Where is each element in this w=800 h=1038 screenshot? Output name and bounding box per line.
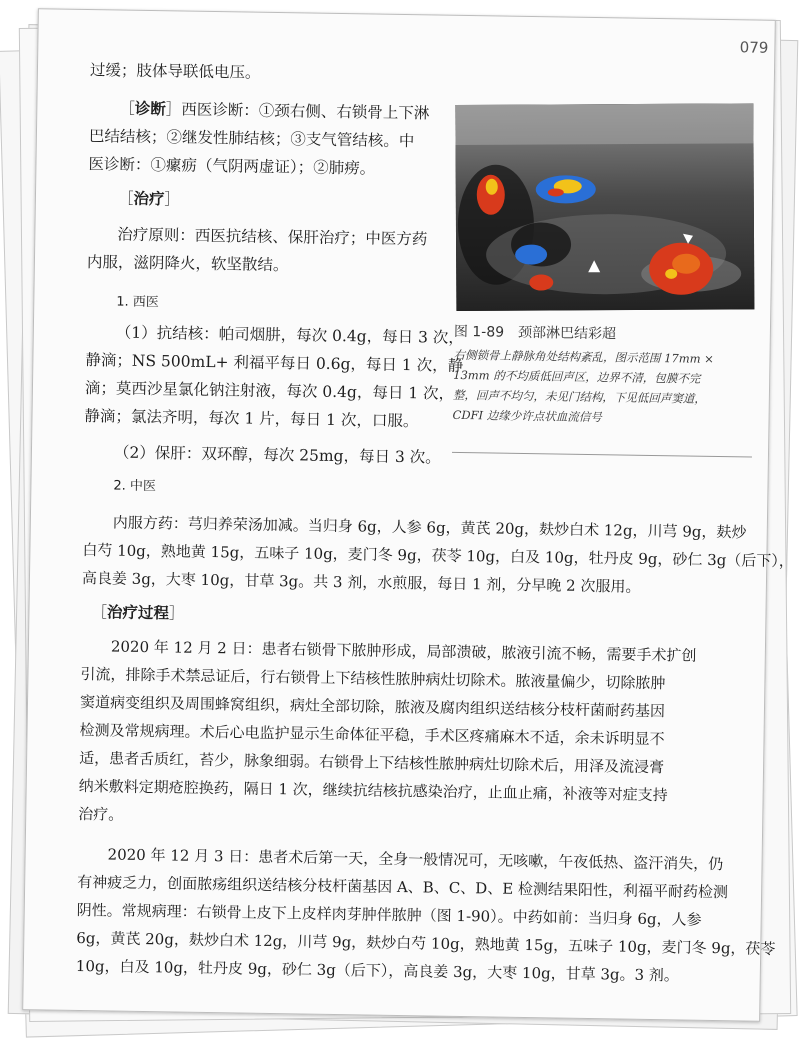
body-line: 白芍 10g，熟地黄 15g，五味子 10g，麦门冬 9g，茯苓 10g，白及 10g，牡丹皮 9g，砂仁 3g（后下）， [82, 541, 794, 571]
subheading-western: 1. 西医 [116, 294, 159, 311]
body-line: 检测及常规病理。术后心电监护显示生命体征平稳，手术区疼痛麻木不适，余未诉明显不 [79, 721, 665, 749]
body-line: 阴性。常规病理：右锁骨上皮下上皮样肉芽肿伴脓肿（图 1-90）。中药如前：当归身 6g，人参 [76, 900, 702, 929]
caption-line: 13mm 的不均质低回声区，边界不清，包膜不完 [453, 367, 701, 386]
subheading-chinese: 2. 中医 [113, 478, 157, 495]
body-line: 医诊断：①瘰疬（气阴两虚证）；②肺痨。 [88, 155, 376, 178]
body-line: 静滴；NS 500mL+ 利福平每日 0.6g，每日 1 次，静 [85, 351, 464, 375]
body-line: 10g，白及 10g，牡丹皮 9g，砂仁 3g（后下），高良姜 3g，大枣 10g，甘草 3g。3 剂。 [75, 956, 680, 985]
body-line: 高良姜 3g，大枣 10g，甘草 3g。共 3 剂，水煎服，每日 1 剂，分早晚 2 次服用。 [81, 569, 641, 596]
section-heading-treatment: ［治疗］ [117, 188, 181, 209]
caption-divider [452, 452, 752, 458]
body-line: 滴；莫西沙星氯化钠注射液，每次 0.4g，每日 1 次， [84, 379, 455, 403]
figure-title: 图 1-89 颈部淋巴结彩超 [453, 323, 617, 343]
caption-line: 整，回声不均匀，未见门结构，下见低回声窦道， [452, 387, 706, 406]
caption-line: CDFI 边缘少许点状血流信号 [452, 407, 602, 425]
body-line: 6g，黄芪 20g，麸炒白术 12g，川芎 9g，麸炒白芍 10g，熟地黄 15g，五味子 10g，麦门冬 9g，茯苓 [76, 928, 776, 958]
figure-caption [452, 321, 754, 425]
body-text: 西医诊断：①颈右侧、右锁骨上下淋 [181, 100, 430, 123]
body-line: 2020 年 12 月 3 日：患者术后第一天，全身一般情况可，无咳嗽，午夜低热、盗汗消失，仍 [107, 845, 724, 874]
page-number: 079 [739, 38, 769, 57]
doppler-ultrasound-graphic [455, 103, 754, 311]
body-line: 有神疲乏力，创面脓疡组织送结核分枝杆菌基因 A、B、C、D、E 检测结果阳性，利福平耐药检测 [77, 872, 729, 902]
body-line: 2020 年 12 月 2 日：患者右锁骨下脓肿形成，局部溃破，脓液引流不畅，需要手术扩创 [110, 637, 697, 665]
caption-line: 右侧锁骨上静脉角处结构紊乱，图示范围 17mm × [453, 347, 714, 366]
section-heading-process: ［治疗过程］ [91, 602, 185, 623]
body-line: （2）保肝：双环醇，每次 25mg，每日 3 次。 [113, 443, 441, 467]
body-line: 内服方药：芎归养荣汤加减。当归身 6g，人参 6g，黄芪 20g，麸炒白术 12g，川芎 9g，麸炒 [112, 513, 747, 542]
section-heading-diagnosis: ［诊断］ [119, 98, 182, 119]
body-line: 治疗。 [78, 805, 124, 824]
diagnosis-line [119, 99, 429, 124]
body-line: 引流，排除手术禁忌证后，行右锁骨上下结核性脓肿病灶切除术。脓液量偏少，切除脓肿 [80, 665, 666, 693]
body-line: 过缓；肢体导联低电压。 [89, 61, 261, 82]
body-line: 适，患者舌质红，苔少，脉象细弱。右锁骨上下结核性脓肿病灶切除术后，用泽及流浸膏 [79, 749, 665, 777]
body-line: （1）抗结核：帕司烟肼，每次 0.4g，每日 3 次， [115, 323, 465, 347]
body-line: 治疗原则：西医抗结核、保肝治疗；中医方药 [117, 225, 428, 249]
body-line: 纳米敷料定期疮腔换药，隔日 1 次，继续抗结核抗感染治疗，止血止痛，补液等对症支持 [78, 777, 668, 805]
body-line: 内服，滋阴降火，软坚散结。 [86, 253, 289, 275]
ultrasound-image [455, 103, 754, 311]
body-line: 巴结结核；②继发性肺结核；③支气管结核。中 [88, 127, 415, 151]
body-line: 静滴；氯法齐明，每次 1 片，每日 1 次，口服。 [84, 407, 419, 431]
body-line: 窦道病变组织及周围蜂窝组织，病灶全部切除，脓液及腐肉组织送结核分枝杆菌耐药基因 [79, 693, 666, 721]
book-page [22, 8, 794, 1021]
